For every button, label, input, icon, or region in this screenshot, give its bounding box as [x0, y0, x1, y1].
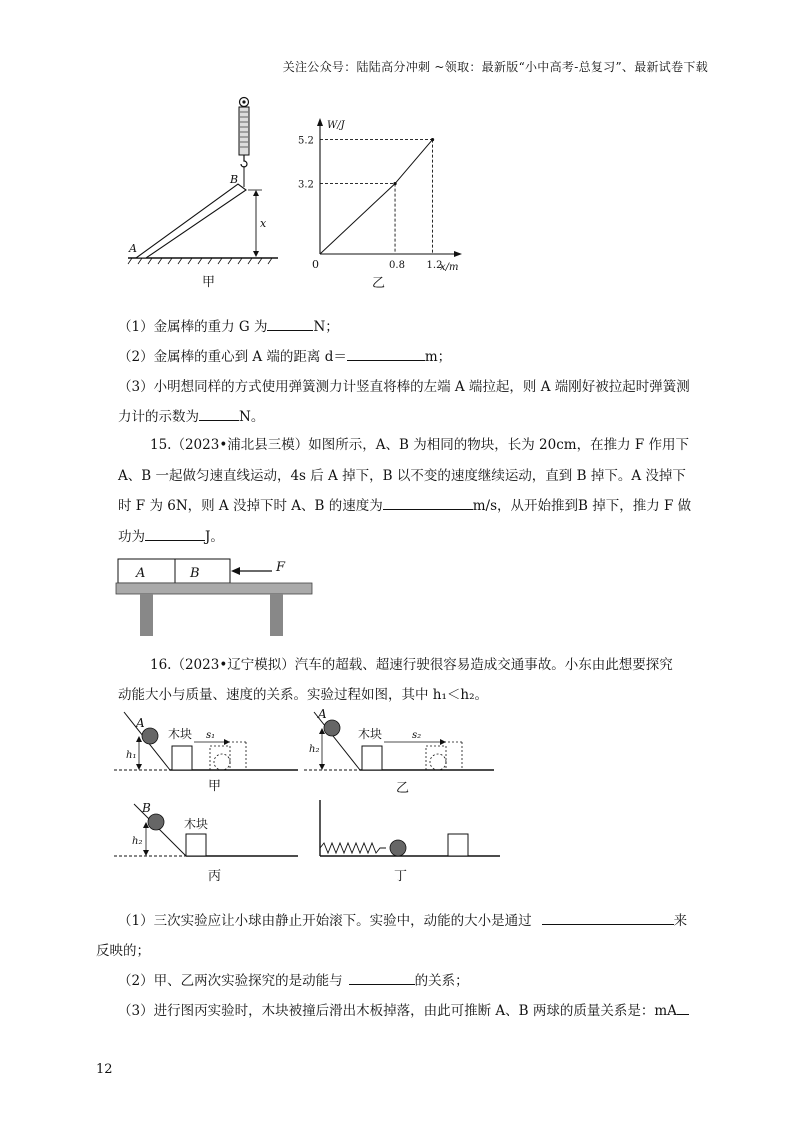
yi-block-label: 木块	[358, 727, 383, 741]
q16-p1-pre: （1）三次实验应让小球由静止开始滚下。实验中，动能的大小是通过	[118, 913, 532, 929]
block-bing	[186, 834, 206, 856]
q14-part2	[118, 342, 708, 372]
q14-p3-post: N。	[239, 409, 265, 425]
bing-ball-label: B	[142, 801, 151, 815]
page-number: 12	[96, 1062, 113, 1077]
table-leg-right	[270, 594, 283, 636]
page-header: 关注公众号：陆陆高分冲刺 ~领取：最新版“小中高考-总复习”、最新试卷下载	[282, 60, 708, 74]
data-point	[431, 138, 434, 141]
spring-hook	[241, 155, 247, 167]
series-segment	[320, 184, 395, 254]
jia-h-label: h₁	[126, 750, 137, 761]
caption-jia: 甲	[202, 275, 216, 290]
table-top	[116, 583, 312, 594]
q14-part3	[118, 372, 708, 432]
label-x: x	[260, 217, 267, 230]
figure-14-chart	[290, 112, 480, 292]
q16-part2	[118, 966, 708, 996]
bing-h-label: h₂	[132, 836, 143, 847]
q14-p1-pre: （1）金属棒的重力 G 为	[118, 319, 268, 335]
q16-p2-post: 的关系；	[414, 973, 469, 989]
q14-p1-post: N；	[313, 319, 339, 335]
q16-line2: 动能大小与质量、速度的关系。实验过程如图，其中 h₁＜h₂。	[118, 687, 489, 703]
q14-part1	[118, 312, 708, 342]
exp-jia	[114, 712, 298, 794]
ground-hatch	[128, 258, 272, 264]
jia-caption: 甲	[208, 779, 222, 794]
q16-part3	[118, 996, 708, 1026]
q14-p3-pre: 力计的示数为	[118, 409, 199, 425]
q15-l4-post: J。	[205, 529, 224, 545]
jia-block-label: 木块	[168, 727, 193, 741]
q16-p1-post: 来	[673, 913, 688, 929]
label-block-b: B	[190, 566, 200, 581]
jia-ball-label: A	[136, 716, 145, 730]
yi-ball-label: A	[318, 708, 327, 721]
q15-line2: A、B 一起做匀速直线运动，4s 后 A 掉下，B 以不变的速度继续运动，直到 B 掉下。A 没掉下	[118, 468, 686, 484]
ball-bing	[148, 814, 164, 830]
figure-16	[110, 708, 510, 890]
q15-line3	[118, 491, 708, 521]
exp-ding	[320, 800, 500, 884]
yi-h-label: h₂	[309, 744, 320, 755]
q15-line4	[118, 522, 708, 552]
force-arrowhead	[231, 567, 240, 575]
ball-yi	[324, 720, 340, 736]
q15-line1: 15.（2023•浦北县三模）如图所示，A、B 为相同的物块，长为 20cm，在推力 F 作用下	[150, 437, 690, 453]
y-tick-label: 3.2	[298, 179, 314, 191]
label-a: A	[129, 242, 137, 255]
q15-l3-post: m/s，从开始推到B 掉下，推力 F 做	[472, 498, 692, 514]
q14-blank-1[interactable]	[267, 316, 313, 331]
q14-p3-line1: （3）小明想同样的方式使用弹簧测力计竖直将棒的左端 A 端拉起，则 A 端刚好被拉起时弹簧测	[118, 379, 690, 395]
q16-blank-2[interactable]	[349, 970, 415, 985]
ball-jia	[142, 728, 158, 744]
y-axis-label: W/J	[327, 120, 345, 131]
q16-line1: 16.（2023•辽宁模拟）汽车的超载、超速行驶很容易造成交通事故。小东由此想要探究	[150, 657, 673, 673]
q16-blank-3[interactable]	[677, 1000, 689, 1015]
height-arrow-bottom	[253, 251, 259, 257]
q14-blank-3[interactable]	[199, 406, 239, 421]
metal-rod	[136, 184, 246, 258]
block-a	[118, 559, 175, 583]
x-tick-label: 0.8	[389, 260, 405, 271]
table-leg-left	[140, 594, 153, 636]
q15-l3-pre: 时 F 为 6N，则 A 没掉下时 A、B 的速度为	[118, 498, 383, 514]
data-point	[393, 182, 396, 185]
bing-caption: 丙	[208, 869, 222, 884]
label-force: F	[276, 560, 286, 575]
block-yi	[362, 746, 382, 770]
q15-blank-2[interactable]	[145, 526, 205, 541]
caption-yi: 乙	[372, 276, 386, 291]
origin-label: 0	[312, 258, 319, 271]
y-tick-label: 5.2	[298, 135, 314, 147]
q16-p1-line2: 反映的；	[96, 943, 150, 959]
block-b	[175, 559, 230, 583]
block-jia	[172, 746, 192, 770]
x-tick-label: 1.2	[426, 260, 443, 271]
ball-ding	[390, 840, 406, 856]
label-block-a: A	[136, 566, 146, 581]
q16-part1	[118, 906, 708, 936]
q15-l4-pre: 功为	[118, 529, 145, 545]
q16-p2-pre: （2）甲、乙两次实验探究的是动能与	[118, 973, 343, 989]
q14-p3-line2	[118, 402, 708, 432]
spring	[320, 843, 386, 853]
q16-p3-text: （3）进行图丙实验时，木块被撞后滑出木板掉落，由此可推断 A、B 两球的质量关系是：mA	[118, 1003, 677, 1019]
figure-15	[112, 556, 318, 640]
bing-block-label: 木块	[184, 817, 209, 831]
x-axis-label: x/m	[440, 262, 459, 273]
block-ding	[448, 834, 468, 856]
exp-yi	[304, 708, 494, 796]
q14-p2-post: m；	[424, 349, 452, 365]
yi-s-label: s₂	[412, 730, 422, 741]
label-b: B	[230, 173, 239, 186]
q15-blank-1[interactable]	[383, 495, 473, 510]
x-axis-arrow	[454, 251, 462, 257]
q16-blank-1[interactable]	[542, 910, 674, 925]
q14-blank-2[interactable]	[347, 346, 425, 361]
series-segment	[395, 140, 433, 184]
jia-s-label: s₁	[206, 730, 216, 741]
q14-p2-pre: （2）金属棒的重心到 A 端的距离 d＝	[118, 349, 347, 365]
figure-14-jia	[120, 92, 280, 292]
spring-balance	[239, 107, 249, 155]
spring-ring-inner	[242, 100, 245, 103]
height-arrow-top	[253, 190, 259, 196]
ding-caption: 丁	[394, 869, 408, 884]
yi-caption: 乙	[396, 781, 410, 796]
y-axis-arrow	[317, 118, 323, 126]
exp-bing	[114, 801, 298, 884]
